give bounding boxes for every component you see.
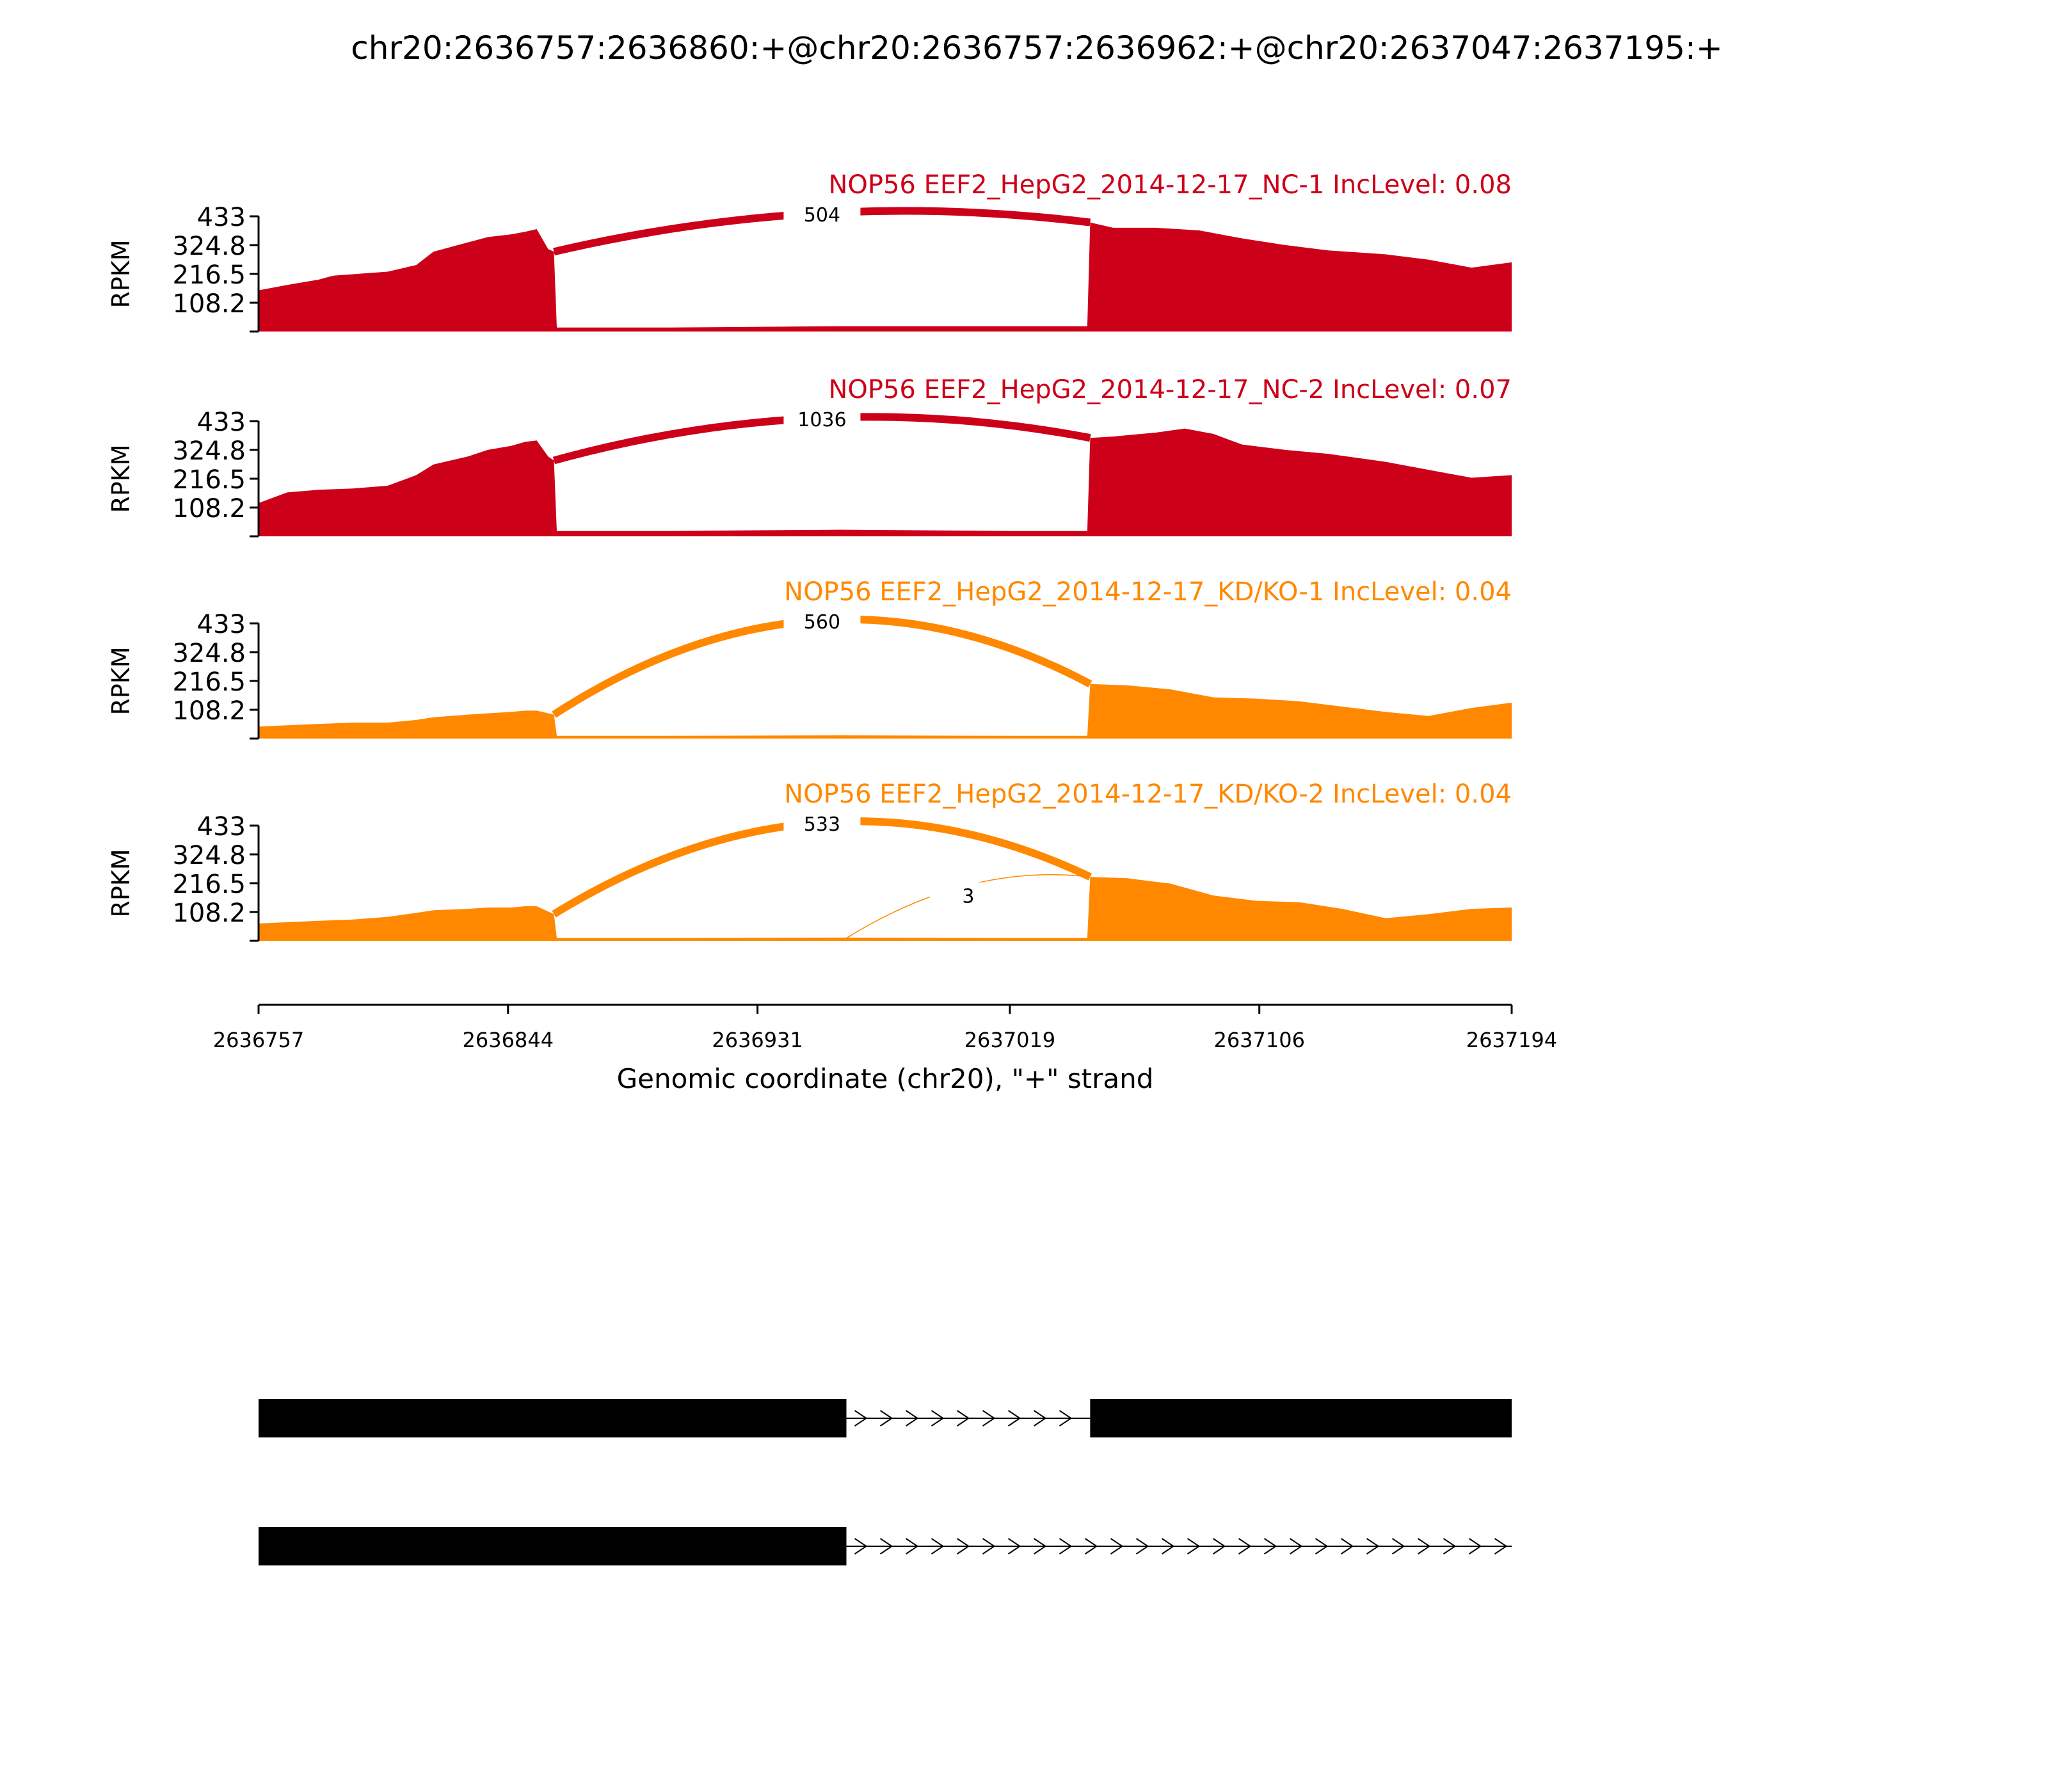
y-tick-label: 216.5 — [172, 870, 246, 899]
junction-count: 3 — [962, 885, 975, 908]
y-tick-label: 433 — [196, 812, 246, 842]
y-tick-label: 108.2 — [172, 899, 246, 929]
y-tick-label: 433 — [196, 203, 246, 232]
y-tick-label: 108.2 — [172, 696, 246, 726]
x-tick-label: 2636931 — [712, 1028, 803, 1052]
y-tick-label: 108.2 — [172, 494, 246, 524]
junction-count: 1036 — [797, 409, 847, 431]
gene-models — [259, 1399, 1512, 1565]
x-axis-ticks — [213, 1005, 1558, 1052]
exon-block — [259, 1527, 847, 1565]
track-title: NOP56 EEF2_HepG2_2014-12-17_KD/KO-2 IncLevel: 0.04 — [784, 780, 1512, 809]
y-axis-label: RPKM — [107, 849, 135, 918]
x-tick-label: 2637106 — [1213, 1028, 1305, 1052]
x-tick-label: 2637194 — [1466, 1028, 1558, 1052]
junction-count: 504 — [803, 204, 841, 227]
y-axis-label: RPKM — [107, 239, 135, 308]
track-title: NOP56 EEF2_HepG2_2014-12-17_NC-1 IncLevel: 0.08 — [828, 170, 1512, 200]
junction-arc — [554, 620, 1091, 715]
y-axis-label: RPKM — [107, 646, 135, 716]
y-tick-label: 216.5 — [172, 260, 246, 290]
gene-model-1 — [259, 1399, 1512, 1437]
coverage-tracks — [107, 170, 1512, 941]
gene-model-2 — [259, 1527, 1512, 1565]
track-title: NOP56 EEF2_HepG2_2014-12-17_NC-2 IncLevel: 0.07 — [828, 375, 1512, 404]
y-tick-label: 433 — [196, 610, 246, 639]
x-axis — [213, 1005, 1558, 1094]
coverage-area — [259, 429, 1512, 536]
y-tick-label: 216.5 — [172, 465, 246, 495]
track-1 — [107, 170, 1512, 332]
y-tick-label: 108.2 — [172, 289, 246, 319]
y-tick-label: 324.8 — [172, 231, 246, 261]
x-tick-label: 2636844 — [462, 1028, 554, 1052]
y-tick-label: 324.8 — [172, 840, 246, 870]
track-2 — [107, 375, 1512, 536]
coverage-area — [259, 877, 1512, 941]
junction-count: 533 — [803, 813, 841, 836]
exon-block — [1090, 1399, 1512, 1437]
track-4 — [107, 780, 1512, 941]
coverage-area — [259, 223, 1512, 332]
x-tick-label: 2636757 — [212, 1028, 305, 1052]
track-3 — [107, 577, 1512, 739]
x-tick-label: 2637019 — [964, 1028, 1056, 1052]
y-tick-label: 324.8 — [172, 638, 246, 668]
y-tick-label: 216.5 — [172, 668, 246, 697]
figure-title: chr20:2636757:2636860:+@chr20:2636757:2636962:+@chr20:2637047:2637195:+ — [351, 29, 1723, 67]
junction-count: 560 — [803, 611, 841, 634]
exon-block — [259, 1399, 847, 1437]
y-tick-label: 324.8 — [172, 436, 246, 466]
x-axis-label: Genomic coordinate (chr20), "+" strand — [616, 1063, 1154, 1094]
y-tick-label: 433 — [196, 408, 246, 437]
coverage-area — [259, 684, 1512, 739]
y-axis-label: RPKM — [107, 444, 135, 513]
track-title: NOP56 EEF2_HepG2_2014-12-17_KD/KO-1 IncLevel: 0.04 — [784, 577, 1512, 607]
